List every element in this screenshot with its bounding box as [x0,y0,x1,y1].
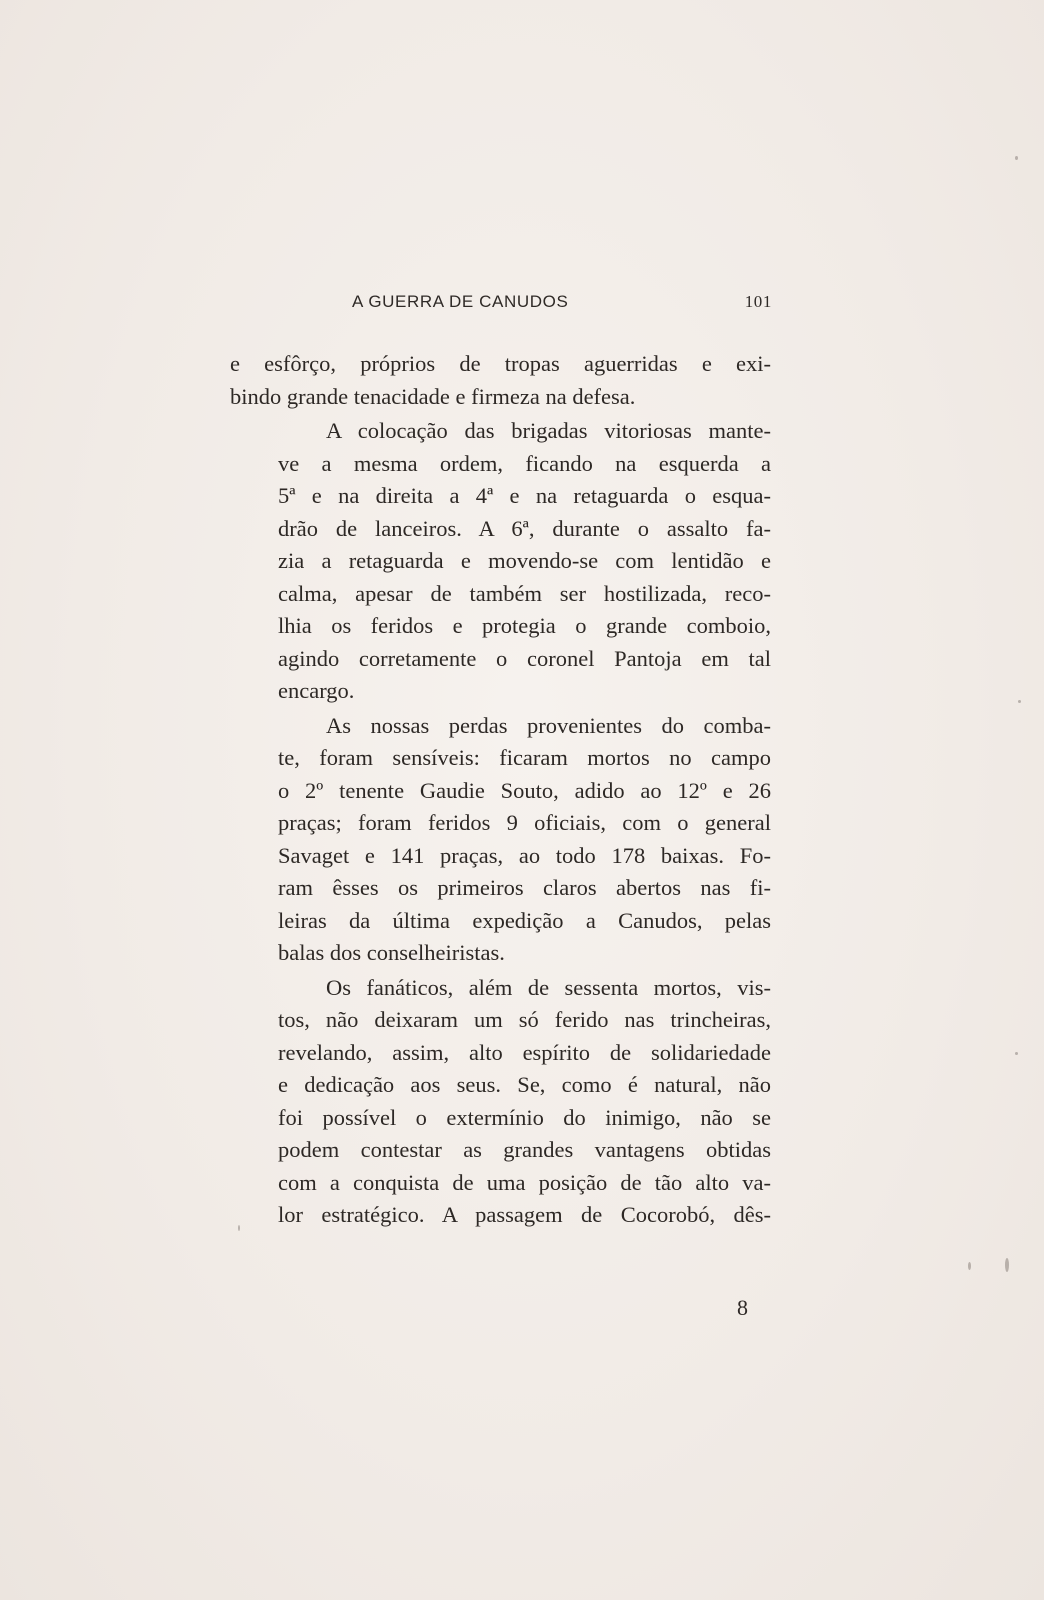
text-line: ram êsses os primeiros claros abertos nas fi- [278,875,771,900]
text-line: leiras da última expedição a Canudos, pelas [278,907,771,933]
text-line: agindo corretamente o coronel Pantoja em tal [278,645,771,671]
text-line: o 2º tenente Gaudie Souto, adido ao 12º e 26 [278,777,771,803]
text-line: As nossas perdas provenientes do comba- [326,712,771,738]
text-line: revelando, assim, alto espírito de solidariedade [278,1039,771,1065]
text-line: 5ª e na direita a 4ª e na retaguarda o esqua- [278,483,771,508]
paper-speck [238,1225,240,1231]
text-line: balas dos conselheiristas. [278,940,505,965]
text-line: tos, não deixaram um só ferido nas trincheiras, [278,1007,771,1032]
text-line: Os fanáticos, além de sessenta mortos, vis- [326,974,771,1000]
body-text [230,348,771,1232]
text-line: Savaget e 141 praças, ao todo 178 baixas. Fo- [278,842,771,868]
text-line: te, foram sensíveis: ficaram mortos no campo [278,745,771,770]
paragraph-1 [230,348,771,413]
text-line: drão de lanceiros. A 6ª, durante o assalto fa- [278,515,771,541]
text-line: podem contestar as grandes vantagens obtidas [278,1137,771,1162]
paper-speck [1018,700,1021,703]
text-line: encargo. [278,678,355,703]
text-line: foi possível o extermínio do inimigo, não se [278,1104,771,1130]
text-line: e dedicação aos seus. Se, como é natural, não [278,1072,771,1097]
paragraph-3 [230,710,771,970]
paper-speck [1015,1052,1018,1055]
paragraph-4 [230,972,771,1232]
running-header [352,292,772,316]
text-line: A colocação das brigadas vitoriosas mante- [326,418,771,443]
text-line: lhia os feridos e protegia o grande comboio, [278,613,771,638]
text-line: ve a mesma ordem, ficando na esquerda a [278,450,771,476]
text-line: e esfôrço, próprios de tropas aguerridas e exi- [230,351,771,376]
running-title: A GUERRA DE CANUDOS [352,292,569,311]
text-line: bindo grande tenacidade e firmeza na defesa. [230,383,636,409]
text-line: com a conquista de uma posição de tão alto va- [278,1169,771,1195]
paper-speck [1005,1258,1009,1272]
text-line: praças; foram feridos 9 oficiais, com o general [278,810,771,835]
paper-speck [968,1262,971,1270]
text-line: calma, apesar de também ser hostilizada, reco- [278,580,771,606]
signature-mark: 8 [737,1295,748,1320]
paper-speck [1015,156,1018,160]
text-line: lor estratégico. A passagem de Cocorobó, dês- [278,1202,771,1227]
paragraph-2 [230,415,771,708]
page-number: 101 [744,292,772,311]
text-line: zia a retaguarda e movendo-se com lentidão e [278,548,771,573]
